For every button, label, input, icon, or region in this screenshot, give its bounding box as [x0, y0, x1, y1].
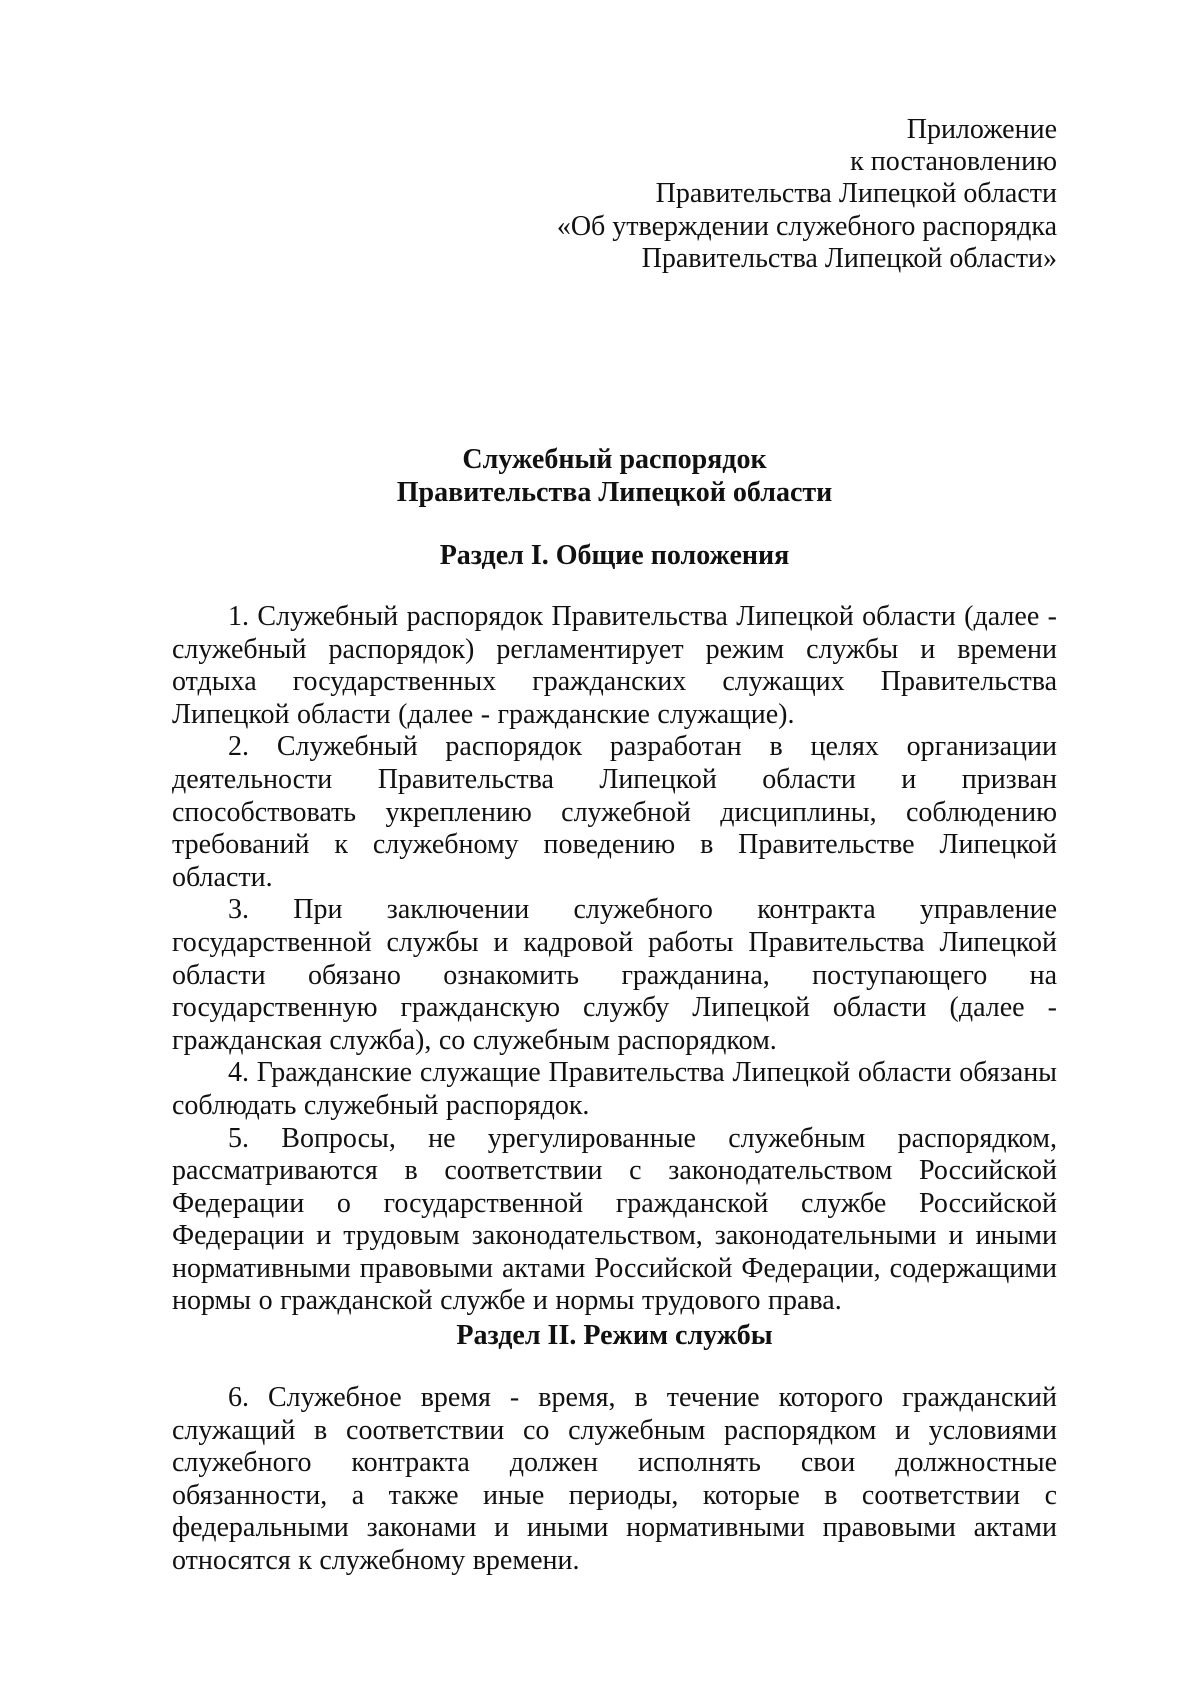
appendix-line: «Об утверждении служебного распорядка [556, 210, 1057, 242]
section-1-heading: Раздел I. Общие положения [439, 540, 790, 571]
document-title [172, 443, 1057, 509]
paragraph-5: 5. Вопросы, не урегулированные служебным распорядком, рассматриваются в соответствии с законодательством Российской Федерации о государственной гражданской службе Российской Федерации и трудовым законодательством, законодательными и иными нормативными правовыми актами Российской Федерации, содержащими нормы о гражданской службе и нормы трудового права. [172, 1122, 1057, 1317]
section-2-body [172, 1382, 1057, 1578]
appendix-line: к постановлению [850, 146, 1057, 178]
section-1-body [172, 601, 1057, 1318]
appendix-line: Правительства Липецкой области» [641, 242, 1057, 274]
paragraph-1: 1. Служебный распорядок Правительства Липецкой области (далее - служебный распорядок) регламентирует режим службы и времени отдыха государственных гражданских служащих Правительства Липецкой области (далее - гражданские служащие). [172, 601, 1057, 730]
paragraph-4: 4. Гражданские служащие Правительства Липецкой области обязаны соблюдать служебный распорядок. [172, 1057, 1057, 1121]
paragraph-3: 3. При заключении служебного контракта управление государственной службы и кадровой работы Правительства Липецкой области обязано ознакомить гражданина, поступающего на государственную гражданскую службу Липецкой области (далее - гражданская служба), со служебным распорядком. [172, 894, 1057, 1056]
appendix-line: Правительства Липецкой области [655, 178, 1057, 210]
paragraph-2: 2. Служебный распорядок разработан в целях организации деятельности Правительства Липецкой области и призван способствовать укреплению служебной дисциплины, соблюдению требований к служебному поведению в Правительстве Липецкой области. [172, 731, 1057, 893]
appendix-line: Приложение [906, 114, 1057, 145]
document-title-line-2: Правительства Липецкой области [396, 477, 833, 508]
paragraph-6: 6. Служебное время - время, в течение которого гражданский служащий в соответствии со служебным распорядком и условиями служебного контракта должен исполнять свои должностные обязанности, а также иные периоды, которые в соответствии с федеральными законами и иными нормативными правовыми актами относятся к служебному времени. [172, 1382, 1057, 1576]
section-2-heading: Раздел II. Режим службы [456, 1320, 773, 1351]
document-title-line-1: Служебный распорядок [462, 444, 767, 475]
appendix-block [557, 114, 1057, 275]
